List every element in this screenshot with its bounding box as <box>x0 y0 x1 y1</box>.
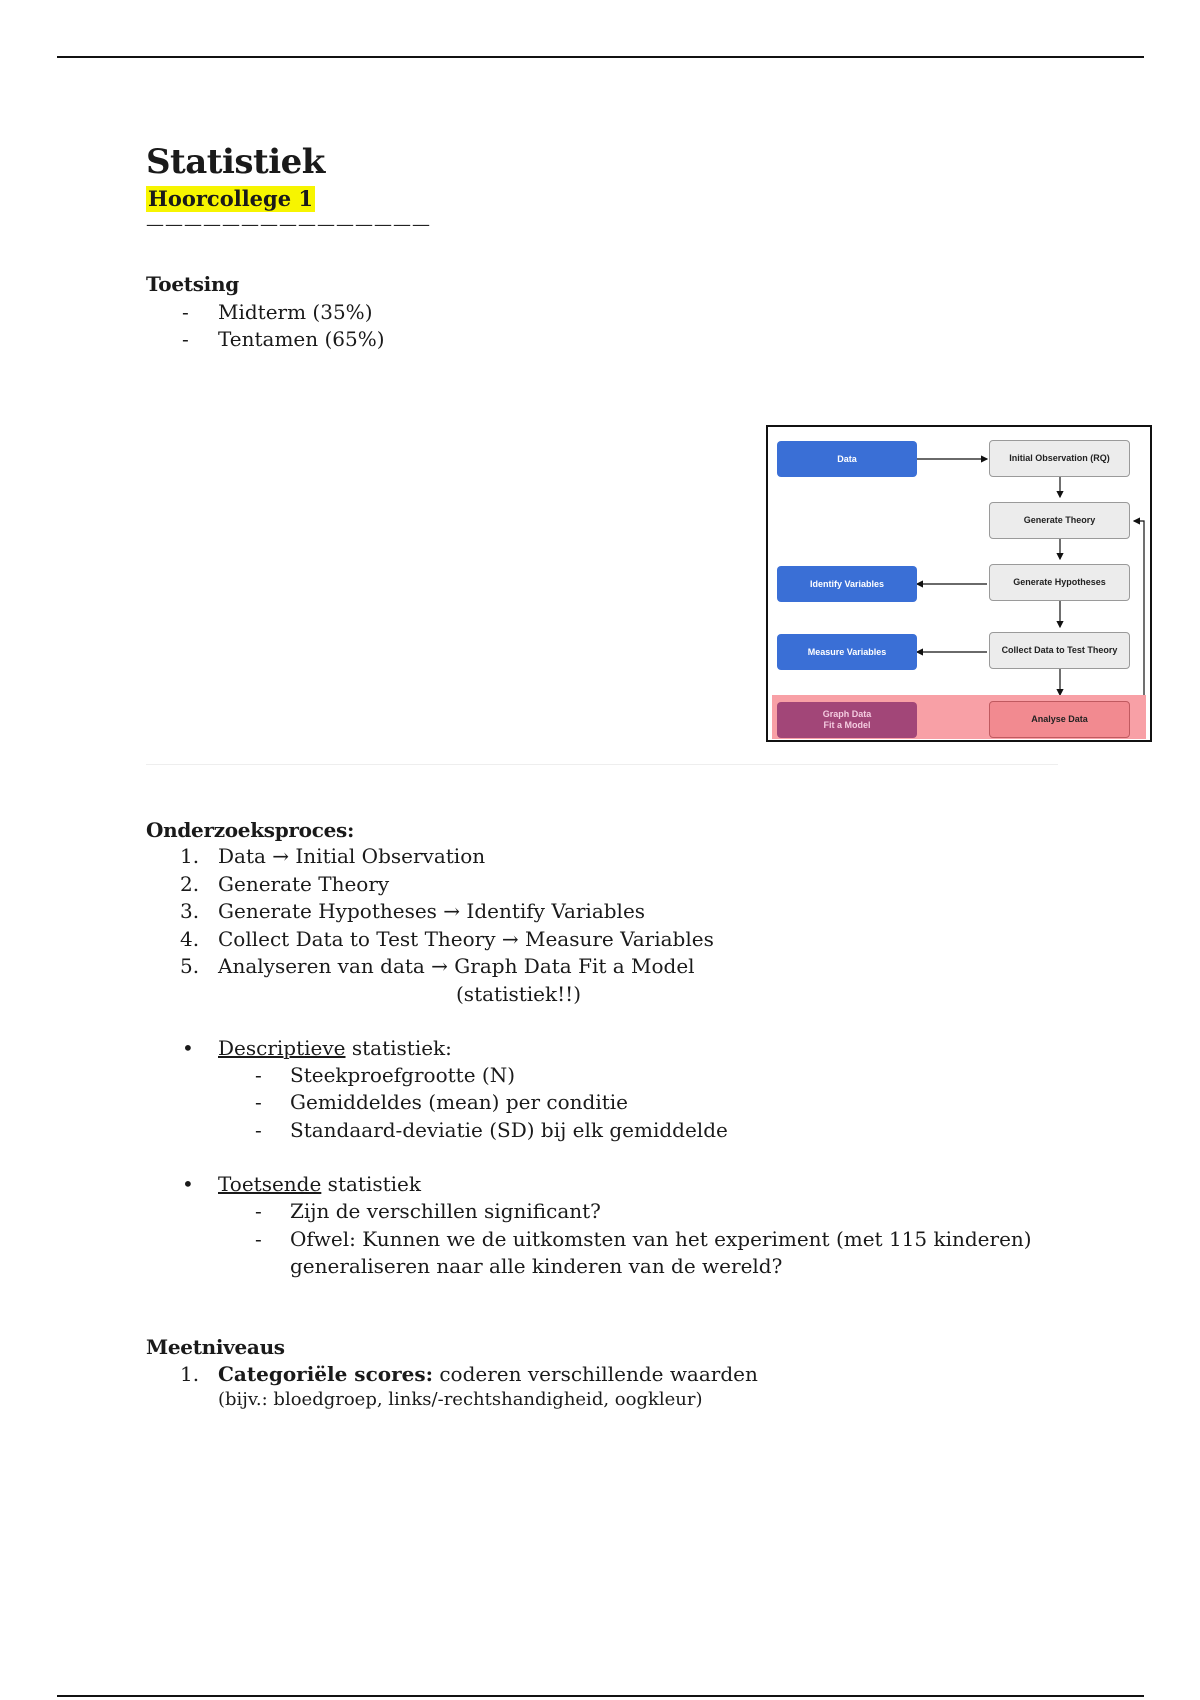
list-number: 4. <box>180 927 200 951</box>
dash-marker: - <box>255 1090 262 1114</box>
descriptieve-rest: statistiek: <box>345 1036 452 1060</box>
onderzoek-step-1: Data → Initial Observation <box>218 844 486 868</box>
toetsende-statistiek-label <box>218 1171 421 1197</box>
descriptief-item-2: Gemiddeldes (mean) per conditie <box>290 1090 628 1114</box>
toetsing-item-midterm: Midterm (35%) <box>218 300 373 324</box>
onderzoek-step-4: Collect Data to Test Theory → Measure Variables <box>218 927 714 951</box>
diagram-box-graph-data <box>777 702 917 738</box>
categoriele-scores-label: Categoriële scores: <box>218 1362 433 1386</box>
diagram-box-identify-variables: Identify Variables <box>777 566 917 602</box>
toetsing-item-tentamen: Tentamen (65%) <box>218 327 385 351</box>
diagram-box-data: Data <box>777 441 917 477</box>
document-subtitle-highlight: Hoorcollege 1 <box>148 186 313 211</box>
list-number: 2. <box>180 872 200 896</box>
research-process-diagram <box>766 425 1152 742</box>
descriptieve-underlined: Descriptieve <box>218 1036 346 1060</box>
diagram-box-generate-theory: Generate Theory <box>989 502 1130 539</box>
toetsende-rest: statistiek <box>321 1172 421 1196</box>
toetsend-item-1: Zijn de verschillen significant? <box>290 1199 601 1223</box>
statistiek-note: (statistiek!!) <box>456 982 581 1006</box>
graph-data-line1: Graph Data <box>822 709 872 719</box>
top-rule <box>57 56 1144 58</box>
meetniveau-voorbeelden: (bijv.: bloedgroep, links/-rechtshandigheid, oogkleur) <box>218 1389 703 1410</box>
meetniveau-categorisch <box>218 1361 758 1387</box>
diagram-box-analyse-data: Analyse Data <box>989 701 1130 738</box>
dash-marker: - <box>182 300 189 324</box>
diagram-box-collect-data: Collect Data to Test Theory <box>989 632 1130 669</box>
dash-separator: ——————————————— <box>146 214 431 235</box>
bottom-rule <box>57 1695 1144 1697</box>
descriptief-item-3: Standaard-deviatie (SD) bij elk gemiddelde <box>290 1118 728 1142</box>
descriptieve-statistiek-label <box>218 1035 452 1061</box>
dash-marker: - <box>255 1227 262 1251</box>
dash-marker: - <box>255 1199 262 1223</box>
list-number: 3. <box>180 899 200 923</box>
diagram-box-measure-variables: Measure Variables <box>777 634 917 670</box>
onderzoeksproces-heading: Onderzoeksproces: <box>146 818 355 842</box>
onderzoek-step-5: Analyseren van data → Graph Data Fit a Model <box>218 954 695 978</box>
diagram-box-generate-hypotheses: Generate Hypotheses <box>989 564 1130 601</box>
toetsende-underlined: Toetsende <box>218 1172 322 1196</box>
onderzoek-step-2: Generate Theory <box>218 872 390 896</box>
toetsend-item-2: Ofwel: Kunnen we de uitkomsten van het experiment (met 115 kinderen) <box>290 1227 1032 1251</box>
dash-marker: - <box>255 1118 262 1142</box>
descriptief-item-1: Steekproefgrootte (N) <box>290 1063 515 1087</box>
diagram-box-initial-observation: Initial Observation (RQ) <box>989 440 1130 477</box>
dash-marker: - <box>182 327 189 351</box>
toetsing-heading: Toetsing <box>146 272 239 296</box>
list-number: 1. <box>180 844 200 868</box>
meetniveaus-heading: Meetniveaus <box>146 1335 285 1359</box>
graph-data-line2: Fit a Model <box>823 720 871 730</box>
section-divider <box>146 764 1058 765</box>
document-title: Statistiek <box>146 142 325 182</box>
categoriele-scores-text: coderen verschillende waarden <box>433 1362 758 1386</box>
toetsend-item-2-continuation: generaliseren naar alle kinderen van de wereld? <box>290 1254 783 1278</box>
list-number: 1. <box>180 1362 200 1386</box>
dash-marker: - <box>255 1063 262 1087</box>
bullet-marker: • <box>182 1172 194 1196</box>
list-number: 5. <box>180 954 200 978</box>
onderzoek-step-3: Generate Hypotheses → Identify Variables <box>218 899 646 923</box>
bullet-marker: • <box>182 1036 194 1060</box>
